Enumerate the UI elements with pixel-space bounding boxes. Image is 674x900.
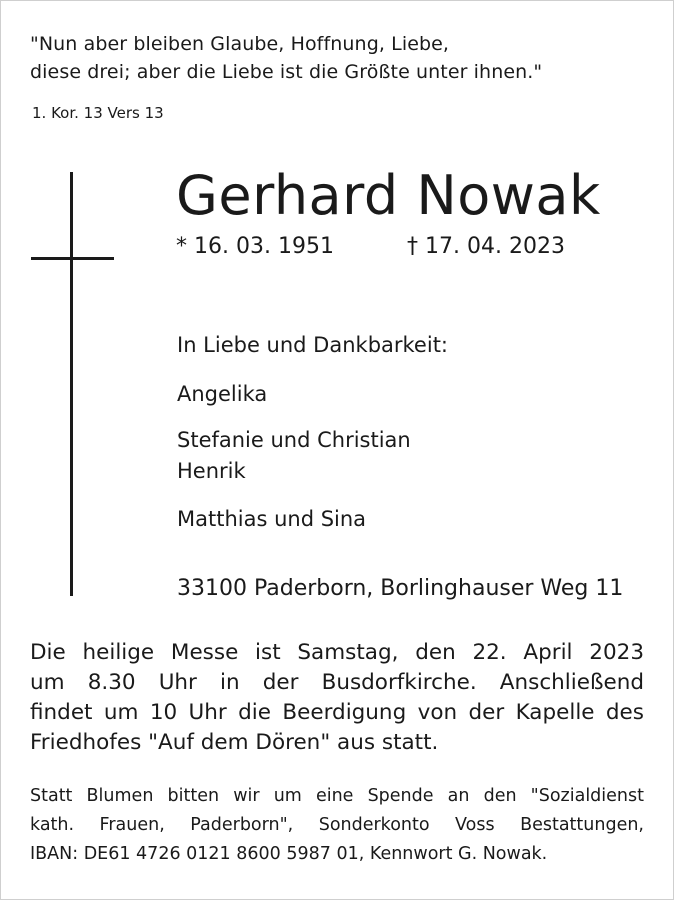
service-line: Die heilige Messe ist Samstag, den 22. April 2023 (30, 640, 644, 665)
mourner-name: Angelika (177, 382, 268, 406)
service-details (30, 638, 644, 758)
donation-request (30, 782, 644, 869)
quote-reference: 1. Kor. 13 Vers 13 (32, 104, 164, 122)
donation-line: IBAN: DE61 4726 0121 8600 5987 01, Kennwort G. Nowak. (30, 844, 548, 864)
quote-line-2: diese drei; aber die Liebe ist die Größte unter ihnen." (30, 61, 543, 83)
service-line: um 8.30 Uhr in der Busdorfkirche. Anschließend (30, 670, 644, 695)
service-line: findet um 10 Uhr die Beerdigung von der Kapelle des (30, 700, 644, 725)
donation-line: Statt Blumen bitten wir um eine Spende an den "Sozialdienst (30, 786, 644, 806)
service-line: Friedhofes "Auf dem Dören" aus statt. (30, 730, 439, 755)
quote-line-1: "Nun aber bleiben Glaube, Hoffnung, Liebe, (30, 33, 450, 55)
family-address: 33100 Paderborn, Borlinghauser Weg 11 (177, 576, 624, 601)
donation-line: kath. Frauen, Paderborn", Sonderkonto Voss Bestattungen, (30, 815, 644, 835)
deceased-name: Gerhard Nowak (176, 164, 601, 227)
mourners-intro: In Liebe und Dankbarkeit: (177, 333, 449, 357)
cross-icon-vertical (70, 172, 73, 596)
death-date: † 17. 04. 2023 (407, 234, 565, 259)
mourner-name: Stefanie und Christian (177, 428, 411, 452)
mourner-name: Matthias und Sina (177, 507, 367, 531)
birth-date: * 16. 03. 1951 (176, 234, 334, 259)
bible-quote (30, 30, 542, 86)
cross-icon-horizontal (31, 257, 114, 260)
mourner-name: Henrik (177, 459, 246, 483)
